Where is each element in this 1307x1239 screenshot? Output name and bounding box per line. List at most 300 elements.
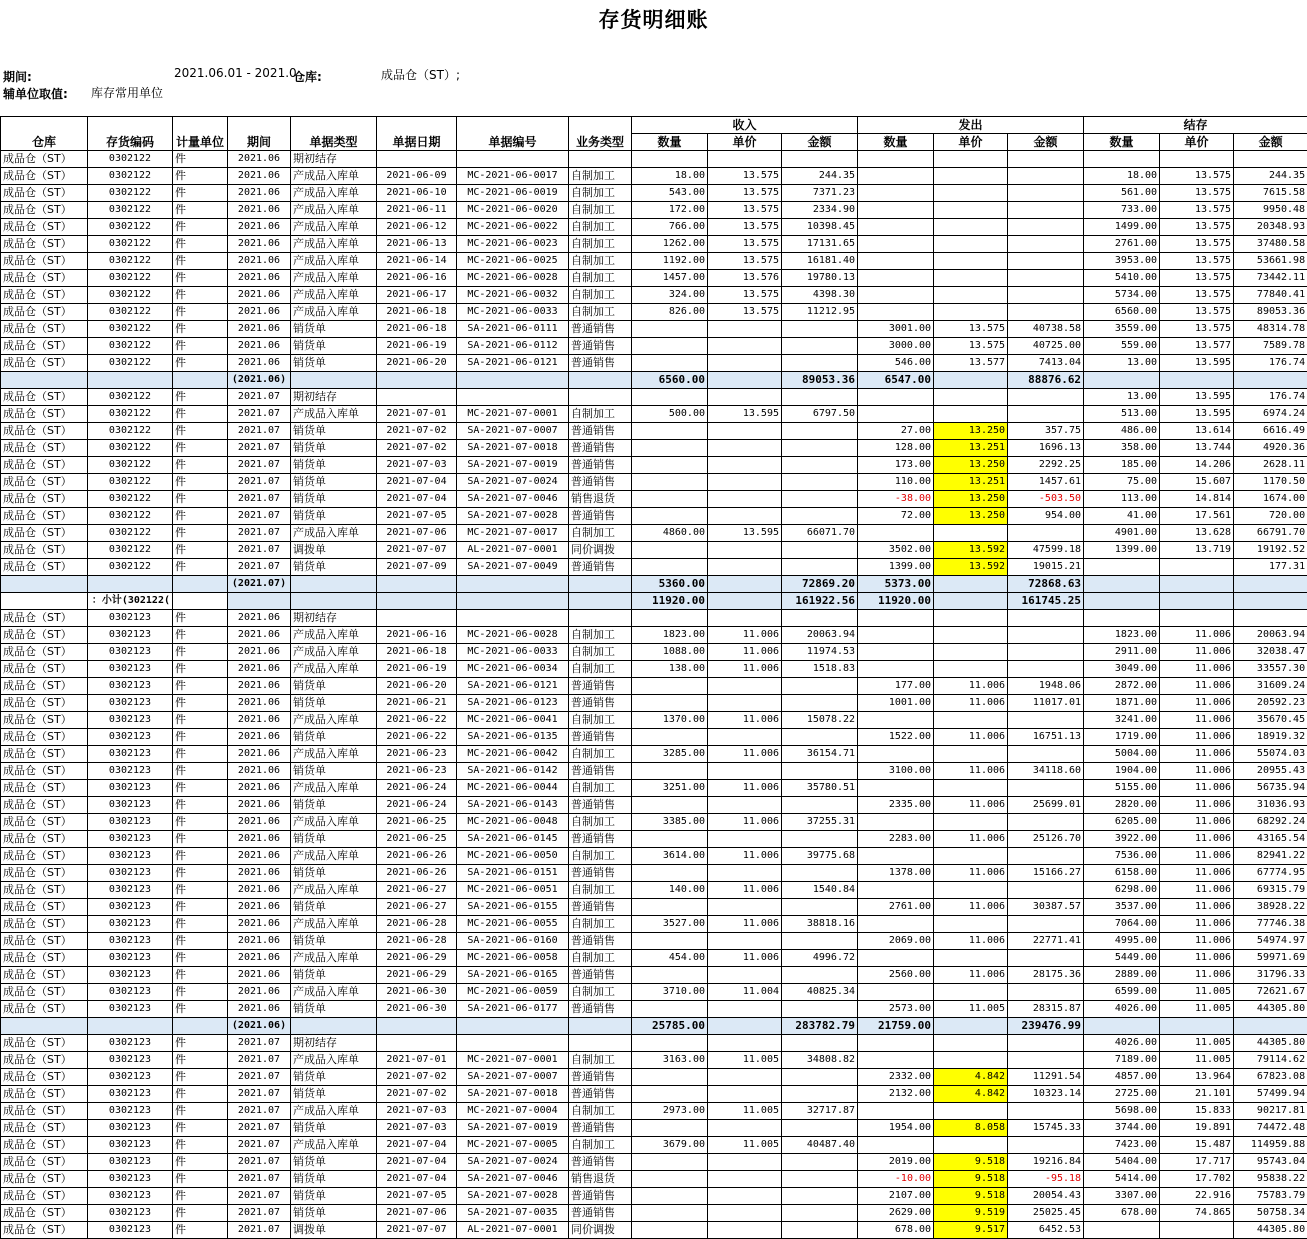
cell-doc-date: 2021-07-02 — [377, 440, 457, 457]
cell-in-price — [708, 678, 782, 695]
cell-warehouse: 成品仓（ST） — [1, 967, 88, 984]
cell-bal-price: 11.006 — [1160, 661, 1234, 678]
cell-unit: 件 — [173, 389, 228, 406]
cell-out-qty — [858, 610, 934, 627]
cell-out-price: 13.575 — [934, 338, 1008, 355]
col-bal-price: 单价 — [1160, 134, 1234, 151]
cell-doc-no: SA-2021-06-0165 — [457, 967, 569, 984]
cell-in-price — [708, 729, 782, 746]
cell-out-price — [934, 1137, 1008, 1154]
col-bal-qty: 数量 — [1084, 134, 1160, 151]
cell-out-price: 4.842 — [934, 1086, 1008, 1103]
cell-in-qty: 3679.00 — [632, 1137, 708, 1154]
cell-in-qty — [632, 899, 708, 916]
table-row — [1, 474, 1307, 491]
cell-doc-no: SA-2021-06-0112 — [457, 338, 569, 355]
cell-unit: 件 — [173, 1069, 228, 1086]
cell-doc-type: 销货单 — [291, 695, 377, 712]
cell-doc-type: 销货单 — [291, 1154, 377, 1171]
cell-doc-type: 产成品入库单 — [291, 287, 377, 304]
cell-in-price: 11.006 — [708, 848, 782, 865]
cell-bal-qty: 7536.00 — [1084, 848, 1160, 865]
cell-warehouse: 成品仓（ST） — [1, 559, 88, 576]
cell-in-qty: 4860.00 — [632, 525, 708, 542]
table-row — [1, 1154, 1307, 1171]
subtotal-out-amount: 72868.63 — [1008, 576, 1084, 593]
cell-unit: 件 — [173, 678, 228, 695]
cell-out-amount — [1008, 780, 1084, 797]
cell-out-qty: 2629.00 — [858, 1205, 934, 1222]
cell-warehouse: 成品仓（ST） — [1, 661, 88, 678]
cell-unit: 件 — [173, 1120, 228, 1137]
cell-unit: 件 — [173, 780, 228, 797]
cell-bal-price: 13.575 — [1160, 253, 1234, 270]
cell-doc-type: 销货单 — [291, 1086, 377, 1103]
subtotal-code — [88, 576, 173, 593]
subtotal-doc-date — [377, 372, 457, 389]
cell-out-price — [934, 270, 1008, 287]
cell-doc-no: SA-2021-06-0121 — [457, 355, 569, 372]
table-row — [1, 508, 1307, 525]
cell-code: 0302122 — [88, 525, 173, 542]
cell-unit: 件 — [173, 151, 228, 168]
cell-doc-no: MC-2021-06-0041 — [457, 712, 569, 729]
cell-bal-price: 13.575 — [1160, 270, 1234, 287]
cell-out-price: 4.842 — [934, 1069, 1008, 1086]
cell-period: 2021.06 — [228, 253, 291, 270]
subtotal-out-price — [934, 372, 1008, 389]
cell-bal-price: 13.628 — [1160, 525, 1234, 542]
cell-out-qty — [858, 185, 934, 202]
cell-code: 0302123 — [88, 933, 173, 950]
table-row — [1, 678, 1307, 695]
cell-bal-amount: 19192.52 — [1234, 542, 1307, 559]
cell-code: 0302123 — [88, 746, 173, 763]
cell-out-price: 11.006 — [934, 678, 1008, 695]
cell-bal-qty: 513.00 — [1084, 406, 1160, 423]
cell-bal-price: 11.006 — [1160, 763, 1234, 780]
cell-doc-type: 销货单 — [291, 355, 377, 372]
cell-doc-no: MC-2021-07-0004 — [457, 1103, 569, 1120]
cell-out-qty — [858, 1103, 934, 1120]
cell-unit: 件 — [173, 355, 228, 372]
cell-period: 2021.07 — [228, 1069, 291, 1086]
cell-out-amount: 30387.57 — [1008, 899, 1084, 916]
cell-in-amount: 4996.72 — [782, 950, 858, 967]
cell-unit: 件 — [173, 950, 228, 967]
cell-biz-type: 销售退货 — [569, 491, 632, 508]
cell-warehouse: 成品仓（ST） — [1, 610, 88, 627]
cell-in-amount: 2334.90 — [782, 202, 858, 219]
cell-warehouse: 成品仓（ST） — [1, 542, 88, 559]
cell-bal-qty: 6158.00 — [1084, 865, 1160, 882]
cell-biz-type: 普通销售 — [569, 457, 632, 474]
cell-in-amount — [782, 763, 858, 780]
cell-out-qty: 1522.00 — [858, 729, 934, 746]
subtotal-out-amount: 239476.99 — [1008, 1018, 1084, 1035]
cell-in-qty — [632, 763, 708, 780]
cell-period: 2021.06 — [228, 168, 291, 185]
cell-out-price — [934, 661, 1008, 678]
cell-doc-date: 2021-07-02 — [377, 1069, 457, 1086]
cell-period: 2021.06 — [228, 151, 291, 168]
cell-warehouse: 成品仓（ST） — [1, 202, 88, 219]
cell-out-amount — [1008, 882, 1084, 899]
cell-out-price: 11.006 — [934, 763, 1008, 780]
table-row — [1, 1001, 1307, 1018]
cell-in-price: 11.006 — [708, 882, 782, 899]
cell-warehouse: 成品仓（ST） — [1, 151, 88, 168]
col-unit: 计量单位 — [173, 117, 228, 151]
cell-doc-date — [377, 389, 457, 406]
cell-out-amount — [1008, 151, 1084, 168]
cell-doc-no: SA-2021-07-0007 — [457, 423, 569, 440]
cell-out-amount — [1008, 287, 1084, 304]
subtotal-in-price — [708, 372, 782, 389]
subtotal-unit — [173, 372, 228, 389]
cell-doc-type: 销货单 — [291, 831, 377, 848]
cell-doc-type: 销货单 — [291, 1120, 377, 1137]
cell-out-price — [934, 814, 1008, 831]
cell-out-qty — [858, 151, 934, 168]
cell-biz-type: 普通销售 — [569, 355, 632, 372]
cell-in-qty: 138.00 — [632, 661, 708, 678]
cell-out-amount: 25025.45 — [1008, 1205, 1084, 1222]
cell-unit: 件 — [173, 899, 228, 916]
cell-out-price — [934, 882, 1008, 899]
cell-biz-type: 普通销售 — [569, 1205, 632, 1222]
table-row — [1, 253, 1307, 270]
subtotal-out-price — [934, 1018, 1008, 1035]
cell-bal-qty: 1499.00 — [1084, 219, 1160, 236]
cell-doc-type: 销货单 — [291, 933, 377, 950]
table-row — [1, 1069, 1307, 1086]
cell-unit: 件 — [173, 1205, 228, 1222]
cell-out-price — [934, 644, 1008, 661]
cell-in-amount — [782, 1205, 858, 1222]
cell-out-price — [934, 610, 1008, 627]
cell-bal-amount: 31609.24 — [1234, 678, 1307, 695]
cell-in-price: 11.005 — [708, 1137, 782, 1154]
cell-out-qty — [858, 236, 934, 253]
cell-doc-no: SA-2021-06-0145 — [457, 831, 569, 848]
cell-bal-price: 11.005 — [1160, 1052, 1234, 1069]
cell-unit: 件 — [173, 304, 228, 321]
cell-in-qty: 3710.00 — [632, 984, 708, 1001]
cell-in-amount: 37255.31 — [782, 814, 858, 831]
table-row — [1, 406, 1307, 423]
cell-biz-type: 普通销售 — [569, 1188, 632, 1205]
cell-unit: 件 — [173, 814, 228, 831]
cell-biz-type: 自制加工 — [569, 1137, 632, 1154]
subtotal-bal-amount — [1234, 593, 1307, 610]
table-row — [1, 491, 1307, 508]
cell-in-amount — [782, 1086, 858, 1103]
cell-doc-date: 2021-07-04 — [377, 1171, 457, 1188]
cell-bal-price: 15.833 — [1160, 1103, 1234, 1120]
cell-bal-qty: 2911.00 — [1084, 644, 1160, 661]
cell-in-price: 11.005 — [708, 1103, 782, 1120]
cell-out-price: 13.250 — [934, 457, 1008, 474]
cell-out-amount: -95.18 — [1008, 1171, 1084, 1188]
cell-doc-type: 产成品入库单 — [291, 168, 377, 185]
cell-doc-type: 产成品入库单 — [291, 627, 377, 644]
cell-out-qty — [858, 848, 934, 865]
cell-bal-price: 13.719 — [1160, 542, 1234, 559]
cell-doc-type: 期初结存 — [291, 389, 377, 406]
cell-biz-type: 销售退货 — [569, 1171, 632, 1188]
cell-doc-no: MC-2021-06-0044 — [457, 780, 569, 797]
cell-warehouse: 成品仓（ST） — [1, 729, 88, 746]
table-row — [1, 423, 1307, 440]
cell-doc-no: MC-2021-06-0055 — [457, 916, 569, 933]
cell-code: 0302123 — [88, 797, 173, 814]
cell-out-price: 13.575 — [934, 321, 1008, 338]
cell-warehouse: 成品仓（ST） — [1, 865, 88, 882]
cell-warehouse: 成品仓（ST） — [1, 1103, 88, 1120]
cell-bal-amount: 77746.38 — [1234, 916, 1307, 933]
cell-unit: 件 — [173, 525, 228, 542]
cell-bal-qty: 2725.00 — [1084, 1086, 1160, 1103]
cell-doc-date: 2021-06-29 — [377, 967, 457, 984]
cell-out-qty: -38.00 — [858, 491, 934, 508]
cell-bal-qty: 6298.00 — [1084, 882, 1160, 899]
cell-bal-amount: 48314.78 — [1234, 321, 1307, 338]
cell-biz-type: 普通销售 — [569, 678, 632, 695]
cell-warehouse: 成品仓（ST） — [1, 746, 88, 763]
cell-out-qty: 2132.00 — [858, 1086, 934, 1103]
table-row — [1, 780, 1307, 797]
cell-code: 0302122 — [88, 287, 173, 304]
cell-in-price — [708, 1069, 782, 1086]
cell-bal-price: 74.865 — [1160, 1205, 1234, 1222]
cell-unit: 件 — [173, 236, 228, 253]
cell-in-amount: 34808.82 — [782, 1052, 858, 1069]
cell-bal-qty: 5004.00 — [1084, 746, 1160, 763]
cell-out-qty: 2761.00 — [858, 899, 934, 916]
cell-period: 2021.06 — [228, 219, 291, 236]
subtotal-row — [1, 593, 1307, 610]
cell-warehouse: 成品仓（ST） — [1, 1069, 88, 1086]
cell-biz-type: 普通销售 — [569, 1086, 632, 1103]
cell-warehouse: 成品仓（ST） — [1, 440, 88, 457]
cell-out-qty — [858, 525, 934, 542]
cell-code: 0302122 — [88, 219, 173, 236]
table-row — [1, 202, 1307, 219]
cell-biz-type: 自制加工 — [569, 984, 632, 1001]
cell-unit: 件 — [173, 627, 228, 644]
cell-in-qty — [632, 508, 708, 525]
cell-warehouse: 成品仓（ST） — [1, 1171, 88, 1188]
cell-in-amount: 10398.45 — [782, 219, 858, 236]
cell-doc-date: 2021-07-03 — [377, 1103, 457, 1120]
subtotal-doc-type — [291, 1018, 377, 1035]
cell-out-price: 13.251 — [934, 440, 1008, 457]
cell-doc-no: SA-2021-07-0007 — [457, 1069, 569, 1086]
cell-biz-type — [569, 151, 632, 168]
table-row — [1, 1171, 1307, 1188]
cell-in-qty: 1088.00 — [632, 644, 708, 661]
cell-in-price: 11.006 — [708, 746, 782, 763]
cell-bal-price: 11.005 — [1160, 1035, 1234, 1052]
cell-doc-type: 销货单 — [291, 1069, 377, 1086]
cell-unit: 件 — [173, 882, 228, 899]
cell-in-amount: 15078.22 — [782, 712, 858, 729]
cell-in-qty: 500.00 — [632, 406, 708, 423]
cell-warehouse: 成品仓（ST） — [1, 219, 88, 236]
cell-doc-no: SA-2021-07-0028 — [457, 1188, 569, 1205]
cell-in-qty: 140.00 — [632, 882, 708, 899]
subtotal-warehouse — [1, 1018, 88, 1035]
subtotal-doc-type — [291, 372, 377, 389]
cell-bal-amount: 44305.80 — [1234, 1001, 1307, 1018]
table-row — [1, 219, 1307, 236]
cell-bal-qty: 5734.00 — [1084, 287, 1160, 304]
subtotal-warehouse — [1, 576, 88, 593]
subtotal-row — [1, 576, 1307, 593]
cell-in-amount: 36154.71 — [782, 746, 858, 763]
cell-in-amount: 244.35 — [782, 168, 858, 185]
cell-in-qty — [632, 389, 708, 406]
cell-doc-type: 调拨单 — [291, 542, 377, 559]
table-row — [1, 763, 1307, 780]
cell-warehouse: 成品仓（ST） — [1, 1035, 88, 1052]
subtotal-in-amount: 89053.36 — [782, 372, 858, 389]
cell-bal-amount: 55074.03 — [1234, 746, 1307, 763]
cell-bal-price: 13.575 — [1160, 304, 1234, 321]
cell-out-price — [934, 304, 1008, 321]
cell-doc-no: SA-2021-06-0123 — [457, 695, 569, 712]
cell-in-qty — [632, 440, 708, 457]
cell-period: 2021.06 — [228, 287, 291, 304]
cell-in-qty — [632, 1154, 708, 1171]
cell-doc-date: 2021-06-14 — [377, 253, 457, 270]
cell-in-qty — [632, 1086, 708, 1103]
col-period: 期间 — [228, 117, 291, 151]
cell-unit: 件 — [173, 270, 228, 287]
cell-out-amount — [1008, 185, 1084, 202]
cell-doc-date: 2021-06-19 — [377, 338, 457, 355]
cell-in-amount: 11974.53 — [782, 644, 858, 661]
cell-bal-amount: 56735.94 — [1234, 780, 1307, 797]
cell-out-price: 13.251 — [934, 474, 1008, 491]
cell-period: 2021.06 — [228, 848, 291, 865]
subtotal-in-qty: 25785.00 — [632, 1018, 708, 1035]
cell-doc-no: SA-2021-06-0151 — [457, 865, 569, 882]
cell-out-amount — [1008, 627, 1084, 644]
cell-period: 2021.06 — [228, 185, 291, 202]
cell-code: 0302122 — [88, 389, 173, 406]
table-row — [1, 185, 1307, 202]
cell-doc-type: 调拨单 — [291, 1222, 377, 1239]
cell-unit: 件 — [173, 440, 228, 457]
cell-bal-qty — [1084, 151, 1160, 168]
cell-out-qty: 2019.00 — [858, 1154, 934, 1171]
cell-in-price: 11.006 — [708, 712, 782, 729]
cell-in-price: 13.575 — [708, 253, 782, 270]
cell-bal-amount: 69315.79 — [1234, 882, 1307, 899]
cell-biz-type: 普通销售 — [569, 865, 632, 882]
cell-in-price: 13.575 — [708, 287, 782, 304]
group-balance: 结存 — [1084, 117, 1307, 134]
cell-bal-amount: 35670.45 — [1234, 712, 1307, 729]
cell-unit: 件 — [173, 1035, 228, 1052]
cell-in-amount: 16181.40 — [782, 253, 858, 270]
cell-out-amount — [1008, 916, 1084, 933]
table-row — [1, 610, 1307, 627]
cell-warehouse: 成品仓（ST） — [1, 1052, 88, 1069]
subtotal-doc-no — [457, 593, 569, 610]
cell-in-qty — [632, 457, 708, 474]
cell-doc-no: MC-2021-06-0048 — [457, 814, 569, 831]
cell-period: 2021.06 — [228, 882, 291, 899]
cell-warehouse: 成品仓（ST） — [1, 168, 88, 185]
cell-doc-no: MC-2021-06-0042 — [457, 746, 569, 763]
cell-period: 2021.07 — [228, 1171, 291, 1188]
cell-bal-amount: 73442.11 — [1234, 270, 1307, 287]
cell-doc-type: 产成品入库单 — [291, 780, 377, 797]
cell-bal-price: 15.607 — [1160, 474, 1234, 491]
cell-warehouse: 成品仓（ST） — [1, 1154, 88, 1171]
cell-doc-no: SA-2021-07-0024 — [457, 1154, 569, 1171]
cell-out-price: 13.250 — [934, 508, 1008, 525]
table-row — [1, 729, 1307, 746]
warehouse-label: 仓库: — [293, 68, 322, 85]
subtotal-biz-type — [569, 593, 632, 610]
table-row — [1, 457, 1307, 474]
cell-bal-amount: 95838.22 — [1234, 1171, 1307, 1188]
cell-in-qty — [632, 423, 708, 440]
cell-period: 2021.06 — [228, 338, 291, 355]
cell-biz-type: 普通销售 — [569, 729, 632, 746]
cell-biz-type: 普通销售 — [569, 967, 632, 984]
table-row — [1, 321, 1307, 338]
cell-warehouse: 成品仓（ST） — [1, 1086, 88, 1103]
cell-doc-no: MC-2021-06-0028 — [457, 270, 569, 287]
cell-biz-type: 自制加工 — [569, 661, 632, 678]
table-row — [1, 1120, 1307, 1137]
cell-doc-no: MC-2021-07-0017 — [457, 525, 569, 542]
cell-bal-price: 13.575 — [1160, 185, 1234, 202]
col-doc-no: 单据编号 — [457, 117, 569, 151]
cell-bal-price — [1160, 1222, 1234, 1239]
cell-in-qty — [632, 1222, 708, 1239]
cell-out-qty: -10.00 — [858, 1171, 934, 1188]
table-row — [1, 270, 1307, 287]
cell-doc-date: 2021-06-24 — [377, 780, 457, 797]
cell-bal-qty: 3537.00 — [1084, 899, 1160, 916]
cell-in-qty — [632, 542, 708, 559]
cell-in-amount — [782, 423, 858, 440]
cell-bal-qty: 3241.00 — [1084, 712, 1160, 729]
cell-warehouse: 成品仓（ST） — [1, 508, 88, 525]
cell-in-amount — [782, 1222, 858, 1239]
cell-doc-date: 2021-07-04 — [377, 474, 457, 491]
cell-bal-amount: 20348.93 — [1234, 219, 1307, 236]
cell-in-price: 11.006 — [708, 916, 782, 933]
subtotal-biz-type — [569, 372, 632, 389]
cell-in-qty — [632, 865, 708, 882]
cell-out-price — [934, 185, 1008, 202]
subtotal-in-qty: 6560.00 — [632, 372, 708, 389]
subtotal-biz-type — [569, 1018, 632, 1035]
subtotal-bal-price — [1160, 593, 1234, 610]
cell-period: 2021.07 — [228, 1222, 291, 1239]
cell-unit: 件 — [173, 967, 228, 984]
cell-bal-amount: 114959.88 — [1234, 1137, 1307, 1154]
cell-code: 0302122 — [88, 406, 173, 423]
cell-out-price — [934, 389, 1008, 406]
